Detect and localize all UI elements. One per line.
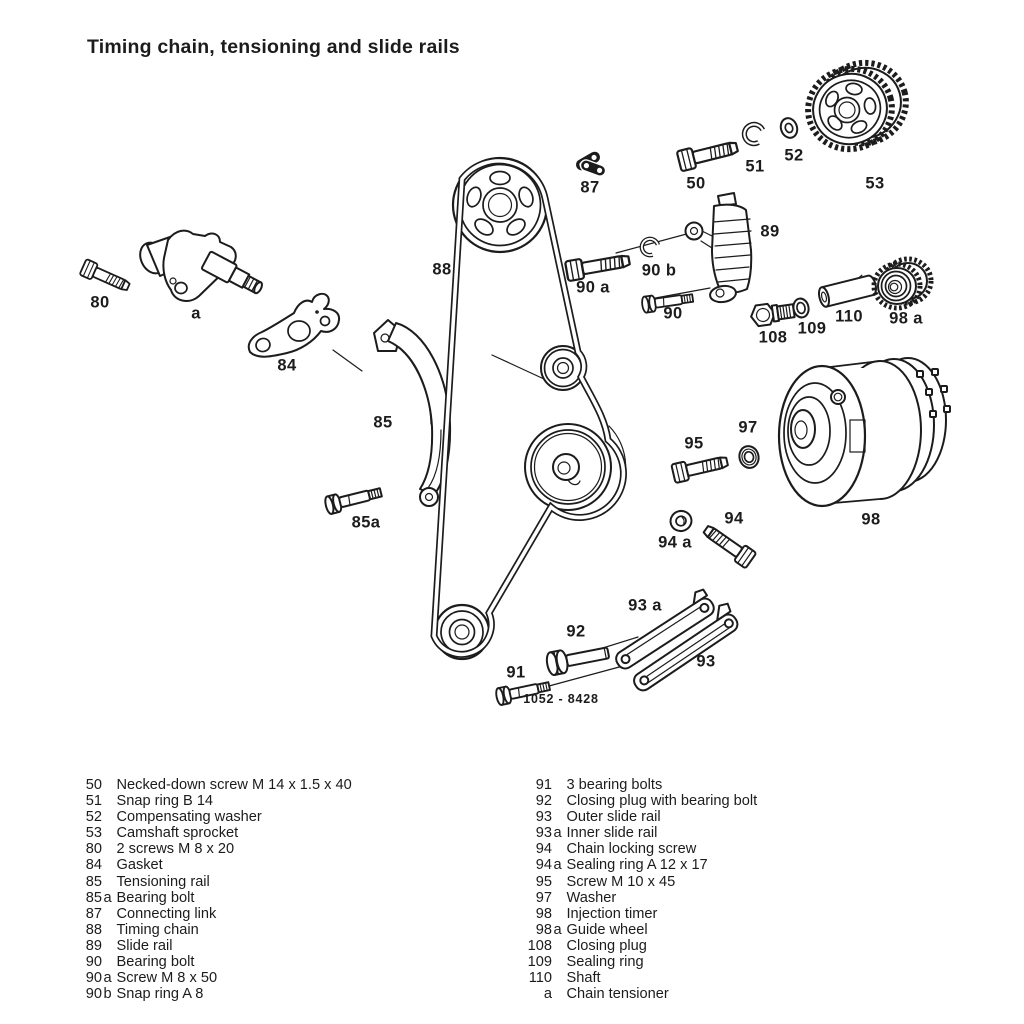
callout-80: 80 bbox=[90, 293, 110, 312]
part-number: 88 bbox=[85, 921, 102, 938]
snap-ring-90b-drawing bbox=[639, 236, 659, 257]
callout-85a: 85a bbox=[351, 513, 381, 532]
parts-list-row bbox=[80, 809, 352, 825]
part-number: 93 bbox=[535, 809, 552, 826]
callout-90: 90 bbox=[663, 304, 683, 323]
part-number-suffix bbox=[102, 874, 117, 890]
part-description: Snap ring B 14 bbox=[116, 793, 214, 810]
callout-91: 91 bbox=[506, 663, 526, 682]
chain-tensioner-drawing bbox=[135, 231, 265, 301]
part-number-suffix bbox=[552, 970, 567, 986]
part-number: 92 bbox=[535, 793, 552, 810]
parts-list-row bbox=[80, 986, 352, 1002]
part-number-suffix bbox=[102, 825, 117, 841]
slide-rail-drawing bbox=[686, 193, 752, 304]
part-number-suffix bbox=[552, 809, 567, 825]
part-description: Inner slide rail bbox=[566, 825, 658, 842]
callout-51: 51 bbox=[745, 157, 765, 176]
parts-list-row bbox=[80, 890, 352, 906]
part-number: 108 bbox=[527, 937, 552, 954]
part-number: 80 bbox=[85, 841, 102, 858]
part-description: Camshaft sprocket bbox=[116, 825, 239, 842]
part-number: 87 bbox=[85, 905, 102, 922]
shaft-110-drawing bbox=[817, 273, 878, 308]
part-description: Bearing bolt bbox=[116, 889, 195, 906]
callout-84: 84 bbox=[277, 356, 297, 375]
part-number-suffix: a bbox=[553, 921, 562, 938]
callout-95: 95 bbox=[684, 434, 704, 453]
callout-52: 52 bbox=[784, 146, 804, 165]
connecting-link-drawing bbox=[574, 150, 607, 178]
parts-list-row bbox=[524, 986, 757, 1002]
part-number: 95 bbox=[535, 873, 552, 890]
part-description: Compensating washer bbox=[116, 809, 262, 826]
callout-110: 110 bbox=[835, 307, 863, 326]
parts-list-row bbox=[80, 825, 352, 841]
part-number: 90 bbox=[85, 970, 102, 987]
part-number-suffix bbox=[102, 906, 117, 922]
part-description: Sealing ring bbox=[566, 954, 644, 971]
part-number: 90 bbox=[85, 986, 102, 1003]
part-description: Outer slide rail bbox=[566, 809, 661, 826]
part-number: 110 bbox=[528, 970, 552, 987]
part-number: 89 bbox=[85, 937, 102, 954]
sealing-ring-94a-drawing bbox=[668, 509, 693, 534]
callout-89: 89 bbox=[760, 222, 780, 241]
bearing-bolt-85a-drawing bbox=[324, 484, 383, 515]
screw-95-drawing bbox=[671, 452, 729, 483]
part-number-suffix: a bbox=[103, 889, 112, 906]
part-number-suffix: a bbox=[103, 970, 112, 987]
screw-50-drawing bbox=[677, 137, 740, 171]
callout-97: 97 bbox=[738, 418, 758, 437]
part-number-suffix: a bbox=[553, 825, 562, 842]
part-number-suffix bbox=[102, 793, 117, 809]
part-number-suffix bbox=[102, 938, 117, 954]
part-description: 3 bearing bolts bbox=[566, 777, 663, 793]
part-number: a bbox=[543, 986, 552, 1003]
part-number-suffix bbox=[102, 777, 117, 793]
callout-93: 93 bbox=[696, 652, 716, 671]
parts-list-row bbox=[524, 954, 757, 970]
screw-90a-drawing bbox=[565, 251, 631, 282]
parts-list-row bbox=[80, 954, 352, 970]
callout-108: 108 bbox=[758, 328, 788, 347]
parts-list-row bbox=[524, 970, 757, 986]
parts-list-row bbox=[80, 938, 352, 954]
part-number: 53 bbox=[85, 825, 102, 842]
callout-90a: 90 a bbox=[576, 278, 610, 297]
guide-wheel-drawing bbox=[874, 259, 931, 308]
parts-list-row bbox=[524, 922, 757, 938]
part-description: Chain locking screw bbox=[566, 841, 697, 858]
part-number-suffix: b bbox=[103, 986, 112, 1003]
part-number: 90 bbox=[85, 954, 102, 971]
part-description: Snap ring A 8 bbox=[116, 986, 204, 1003]
part-description: Connecting link bbox=[116, 905, 217, 922]
parts-list-row bbox=[80, 922, 352, 938]
part-number: 51 bbox=[85, 793, 102, 810]
part-number: 98 bbox=[535, 905, 552, 922]
parts-list-row bbox=[80, 906, 352, 922]
parts-list-row bbox=[524, 809, 757, 825]
callout-87: 87 bbox=[580, 178, 600, 197]
parts-list-row bbox=[524, 874, 757, 890]
callout-98a: 98 a bbox=[889, 309, 923, 328]
part-number-suffix bbox=[552, 954, 567, 970]
part-number: 98 bbox=[535, 921, 552, 938]
parts-list-row bbox=[524, 890, 757, 906]
page-title: Timing chain, tensioning and slide rails bbox=[87, 36, 460, 58]
parts-list-row bbox=[524, 841, 757, 857]
part-number-suffix bbox=[552, 874, 567, 890]
parts-list-row bbox=[524, 938, 757, 954]
part-description: Sealing ring A 12 x 17 bbox=[566, 857, 708, 874]
figure-number: 1052 - 8428 bbox=[523, 692, 599, 706]
part-number-suffix bbox=[102, 841, 117, 857]
washer-52-drawing bbox=[778, 116, 799, 140]
callout-53: 53 bbox=[865, 174, 885, 193]
part-description: Chain tensioner bbox=[566, 986, 669, 1003]
parts-list-row bbox=[524, 857, 757, 873]
parts-list-row bbox=[80, 841, 352, 857]
callout-98: 98 bbox=[861, 510, 881, 529]
parts-list-row bbox=[524, 906, 757, 922]
part-number: 109 bbox=[527, 954, 552, 971]
part-description: Necked-down screw M 14 x 1.5 x 40 bbox=[116, 777, 352, 793]
parts-list-left-column bbox=[80, 777, 352, 1002]
closing-plug-92-drawing bbox=[545, 642, 610, 676]
part-number-suffix bbox=[552, 986, 567, 1002]
part-number: 50 bbox=[85, 777, 102, 793]
part-number-suffix bbox=[552, 938, 567, 954]
callout-94a: 94 a bbox=[658, 533, 692, 552]
part-number-suffix bbox=[552, 890, 567, 906]
parts-list-row bbox=[524, 825, 757, 841]
part-description: Timing chain bbox=[116, 921, 199, 938]
callout-92: 92 bbox=[566, 622, 586, 641]
part-number: 94 bbox=[535, 841, 552, 858]
parts-list-row bbox=[80, 777, 352, 793]
part-number: 85 bbox=[85, 873, 102, 890]
callout-94: 94 bbox=[724, 509, 744, 528]
screw-80-drawing bbox=[80, 259, 132, 295]
callout-109: 109 bbox=[797, 319, 827, 338]
injection-timer-drawing bbox=[779, 358, 950, 506]
part-number: 85 bbox=[85, 889, 102, 906]
callout-a: a bbox=[191, 304, 201, 323]
callout-85: 85 bbox=[373, 413, 393, 432]
part-number: 93 bbox=[535, 825, 552, 842]
parts-list-row bbox=[524, 777, 757, 793]
part-description: 2 screws M 8 x 20 bbox=[116, 841, 235, 858]
callout-90b: 90 b bbox=[641, 261, 677, 280]
part-description: Bearing bolt bbox=[116, 954, 195, 971]
parts-list-row bbox=[80, 874, 352, 890]
snap-ring-51-drawing bbox=[742, 122, 763, 145]
part-description: Screw M 10 x 45 bbox=[566, 873, 676, 890]
part-description: Guide wheel bbox=[566, 921, 648, 938]
part-number-suffix: a bbox=[553, 857, 562, 874]
part-description: Closing plug with bearing bolt bbox=[566, 793, 758, 810]
part-description: Gasket bbox=[116, 857, 163, 874]
callout-50: 50 bbox=[686, 174, 706, 193]
part-description: Washer bbox=[566, 889, 617, 906]
callout-93a: 93 a bbox=[628, 596, 662, 615]
closing-plug-108-drawing bbox=[750, 300, 795, 327]
part-number-suffix bbox=[552, 906, 567, 922]
part-number-suffix bbox=[552, 841, 567, 857]
part-description: Screw M 8 x 50 bbox=[116, 970, 218, 987]
part-number-suffix bbox=[102, 954, 117, 970]
gasket-drawing bbox=[249, 294, 339, 357]
parts-list-row bbox=[80, 857, 352, 873]
part-number: 97 bbox=[535, 889, 552, 906]
camshaft-sprocket-drawing bbox=[799, 53, 915, 158]
part-description: Slide rail bbox=[116, 937, 173, 954]
part-number-suffix bbox=[552, 777, 567, 793]
part-description: Injection timer bbox=[566, 905, 658, 922]
parts-list-row bbox=[80, 793, 352, 809]
part-number: 91 bbox=[535, 777, 552, 793]
parts-list-right-column bbox=[524, 777, 757, 1002]
part-number-suffix bbox=[102, 922, 117, 938]
part-description: Shaft bbox=[566, 970, 601, 987]
part-description: Closing plug bbox=[566, 937, 647, 954]
part-number-suffix bbox=[102, 857, 117, 873]
part-description: Tensioning rail bbox=[116, 873, 210, 890]
callout-88: 88 bbox=[432, 260, 452, 279]
part-number-suffix bbox=[552, 793, 567, 809]
part-number: 94 bbox=[535, 857, 552, 874]
part-number: 84 bbox=[85, 857, 102, 874]
parts-list-row bbox=[80, 970, 352, 986]
washer-97-drawing bbox=[737, 444, 761, 470]
parts-list-row bbox=[524, 793, 757, 809]
part-number: 52 bbox=[85, 809, 102, 826]
part-number-suffix bbox=[102, 809, 117, 825]
